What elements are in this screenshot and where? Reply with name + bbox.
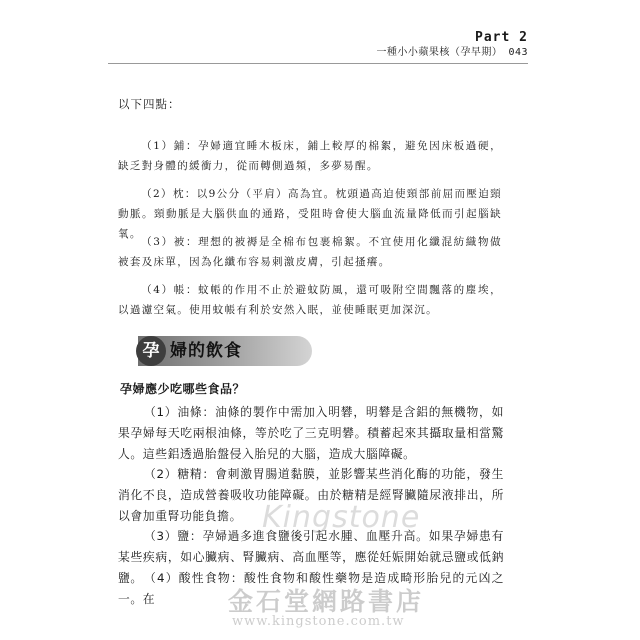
bedding-point-net: （4）帳：蚊帳的作用不止於避蚊防風，還可吸附空間飄落的塵埃，以過濾空氣。使用蚊帳有利於安然入眠，並使睡眠更加深沉。 bbox=[118, 284, 502, 316]
chapter-title: 一種小小蘋果核（孕早期） bbox=[376, 47, 503, 58]
food-point-acidic: （4）酸性食物：酸性食物和酸性藥物是造成畸形胎兒的元凶之一。在 bbox=[118, 571, 504, 606]
food-point-saccharin: （2）糖精：會刺激胃腸道黏膜，並影響某些消化酶的功能，發生消化不良，造成營養吸收功能障礙。由於糖精是經腎臟隨尿液排出，所以會加重腎功能負擔。 bbox=[118, 467, 504, 523]
food-point-salt: （3）鹽：孕婦過多進食鹽後引起水腫、血壓升高。如果孕婦患有某些疾病，如心臟病、腎臟病、高血壓等，應從妊娠開始就忌鹽或低鈉鹽。 bbox=[118, 529, 504, 585]
watermark-url: www.kingstone.com.tw bbox=[232, 614, 405, 629]
food-point-youtiao: （1）油條：油條的製作中需加入明礬，明礬是含鋁的無機物，如果孕婦每天吃兩根油條，等於吃了三克明礬。積蓄起來其攝取量相當驚人。這些鋁透過胎盤侵入胎兒的大腦，造成大腦障礙。 bbox=[118, 405, 504, 461]
watermark-logo-text: Kingstone bbox=[262, 500, 421, 535]
page-number: 043 bbox=[508, 47, 528, 58]
question-heading: 孕婦應少吃哪些食品？ bbox=[120, 382, 246, 396]
section-heading-initial: 孕 bbox=[136, 336, 166, 366]
part-label: Part 2 bbox=[475, 30, 528, 45]
intro-text: 以下四點： bbox=[118, 97, 181, 111]
bedding-point-pillow: （2）枕：以9公分（平肩）高為宜。枕頭過高迫使頸部前屈而壓迫頸動脈。頸動脈是大腦供血的通路，受阻時會使大腦血流量降低而引起腦缺氧。 bbox=[118, 188, 502, 240]
watermark-store-name: 金石堂網路書店 bbox=[228, 587, 425, 616]
bedding-point-mattress: （1）鋪：孕婦適宜睡木板床，鋪上較厚的棉絮，避免因床板過硬，缺乏對身體的緩衝力，從而轉側過頻，多夢易醒。 bbox=[118, 140, 502, 172]
header-rule bbox=[108, 63, 528, 64]
bedding-point-quilt: （3）被：理想的被褥是全棉布包裹棉絮。不宜使用化纖混紡織物做被套及床單，因為化纖布容易刺激皮膚，引起搔癢。 bbox=[118, 236, 502, 268]
chapter-subtitle bbox=[376, 46, 528, 60]
section-heading-text: 婦的飲食 bbox=[170, 341, 242, 361]
running-head bbox=[376, 30, 528, 60]
